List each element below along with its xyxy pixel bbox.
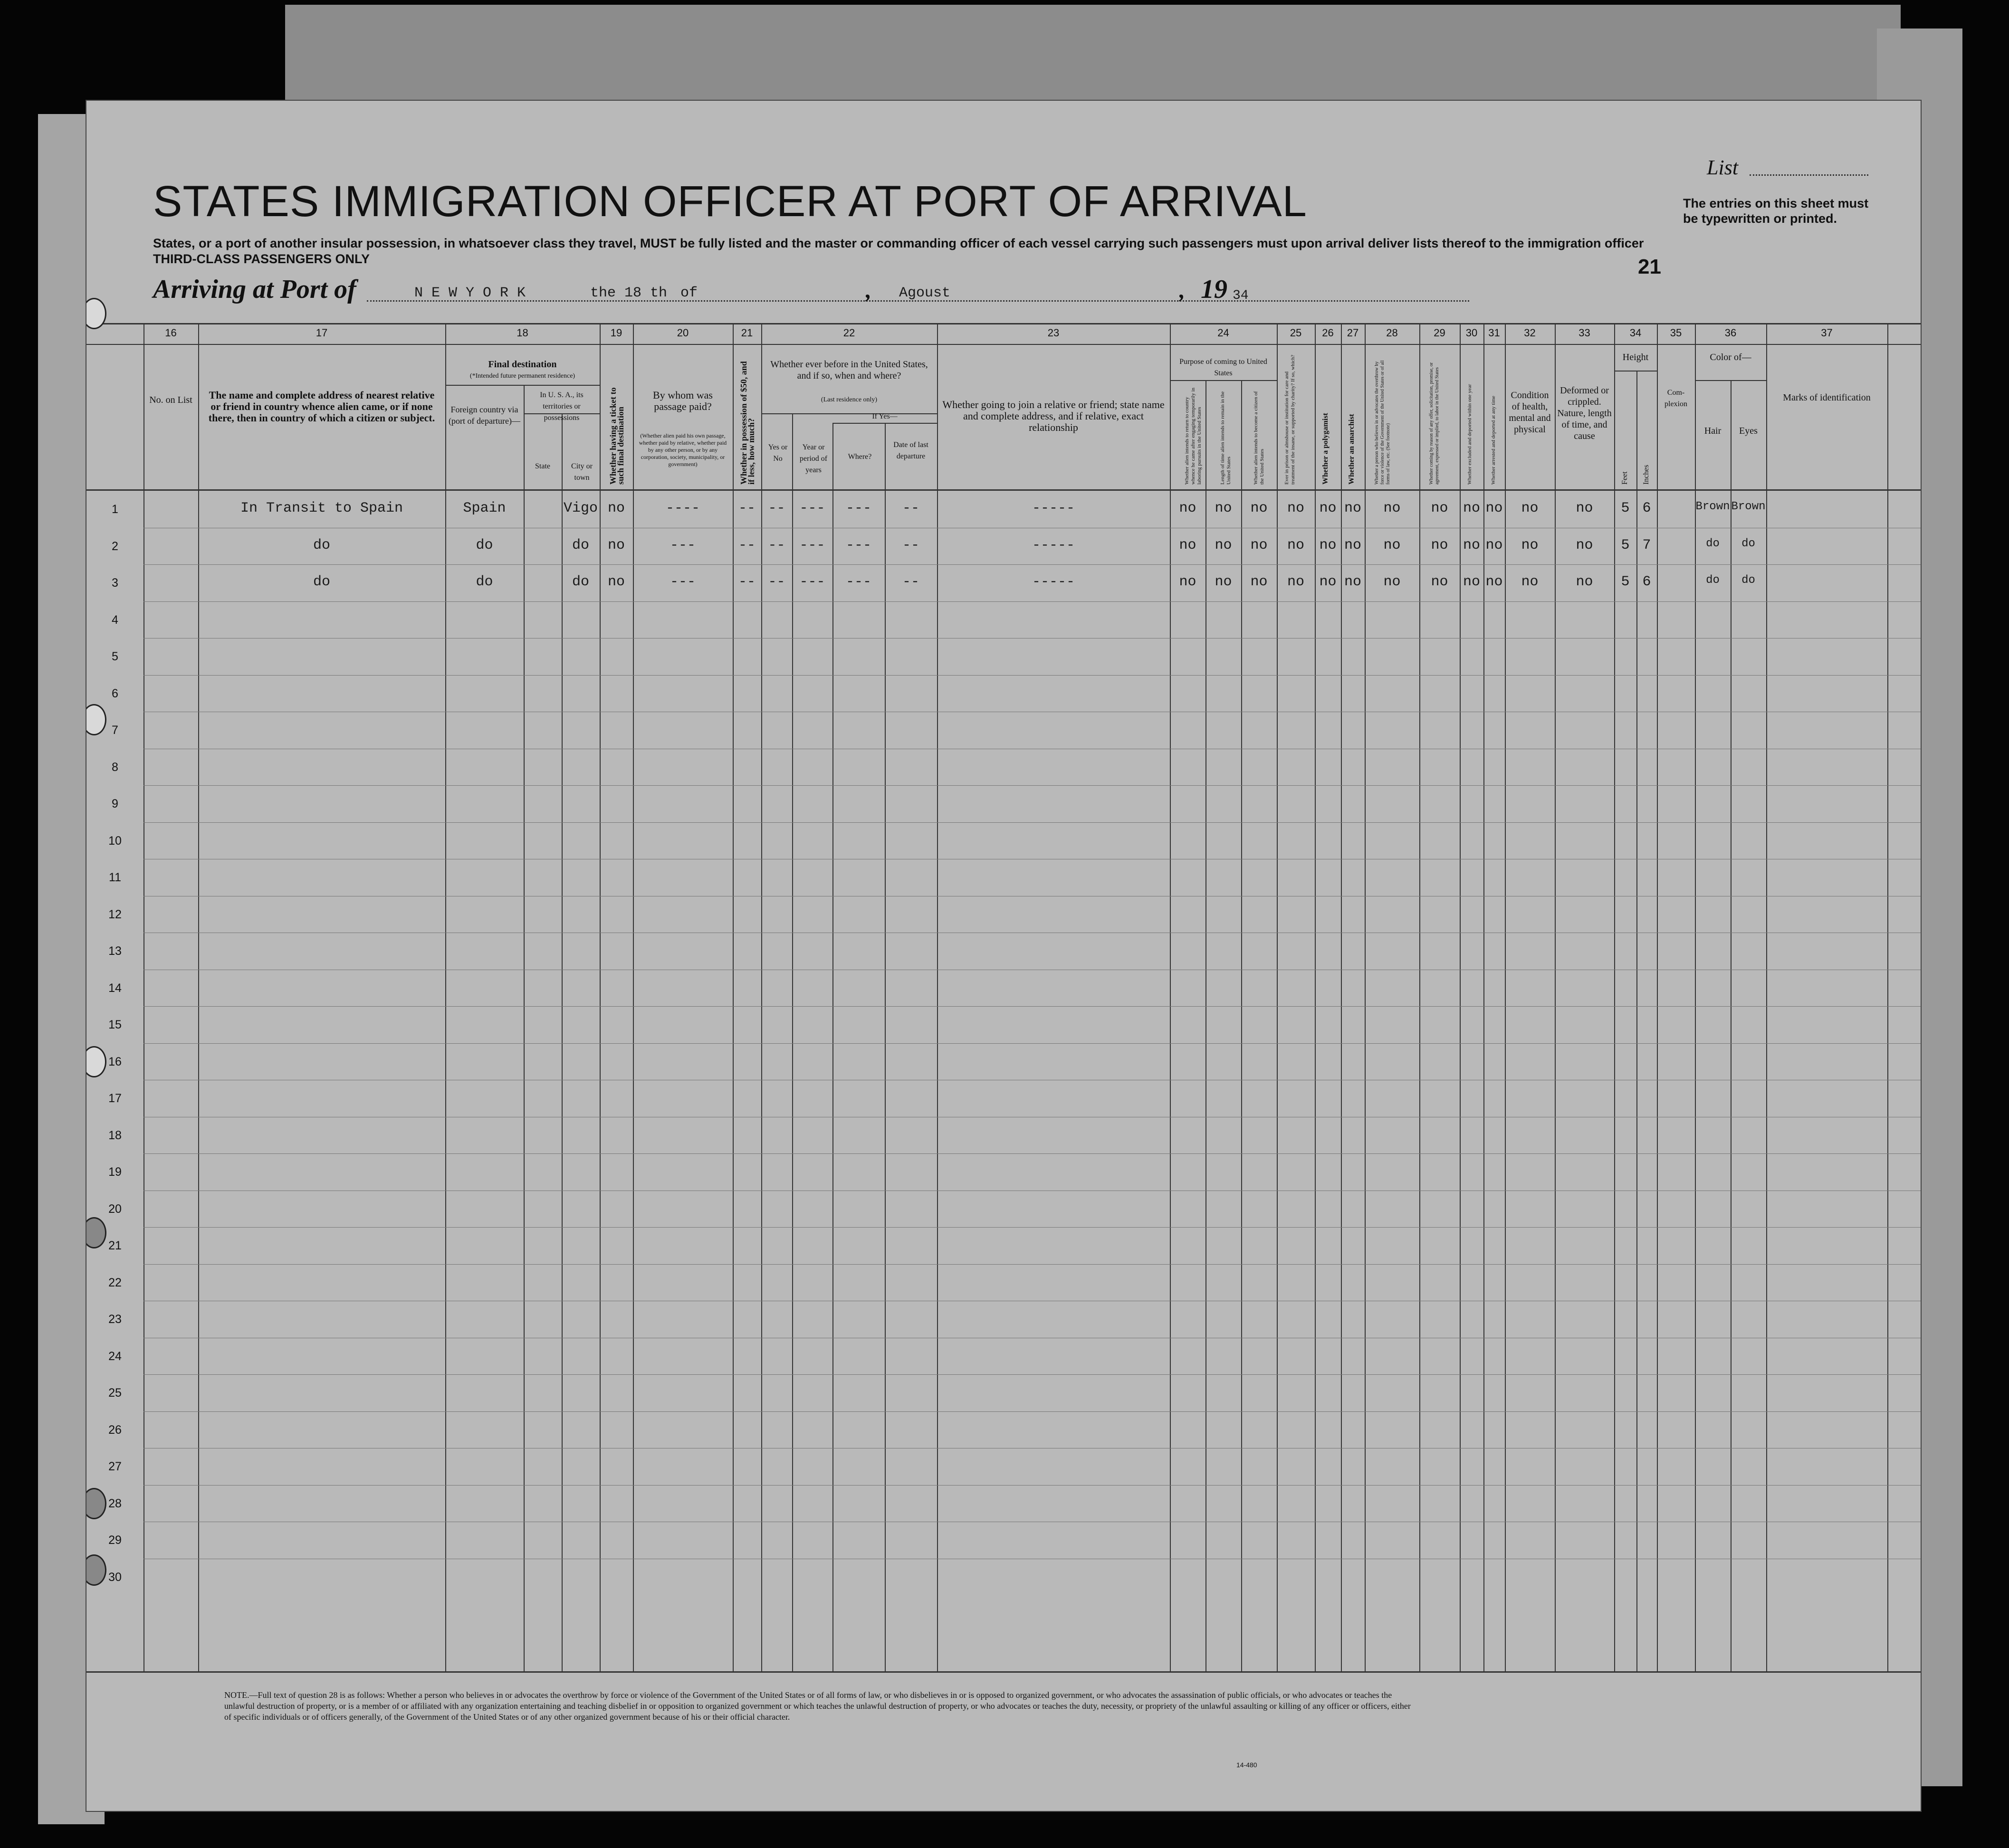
anarchist-cell: no	[1344, 537, 1361, 553]
col-border	[733, 323, 734, 1672]
where-cell: ---	[845, 537, 871, 553]
hdr-q31: Whether arrested and deported at any time	[1491, 396, 1496, 485]
year-prefix: 19	[1201, 275, 1227, 304]
colnum-border	[86, 344, 1921, 345]
join-relative-cell: -----	[1032, 574, 1075, 590]
col-border	[1460, 323, 1461, 1672]
col-border	[445, 323, 446, 1672]
q28-cell: no	[1383, 537, 1401, 553]
subhdr-line	[1695, 380, 1766, 381]
row-number: 17	[108, 1092, 122, 1105]
q29-cell: no	[1431, 574, 1448, 590]
colnum-20: 20	[677, 327, 689, 339]
hdr-polygamist: Whether a polygamist	[1321, 413, 1330, 485]
subhdr-line	[1614, 371, 1657, 372]
departure-date-cell: --	[902, 500, 919, 516]
hdr-final-destination: Final destination	[488, 359, 557, 370]
hdr-foreign-country: Foreign country via (port of departure)—	[449, 405, 520, 426]
q29-cell: no	[1431, 500, 1448, 516]
date-day: the 18 th	[590, 285, 668, 301]
hdr-health: Condition of health, mental and physical	[1509, 390, 1551, 435]
footnote: NOTE.—Full text of question 28 is as follows: Whether a person who believes in or advocates the overthrow by force or violence of the Government of the United States or of all forms of law, or who disbelieves in or is opposed to organized government, or who advocates the assassination of public officials, or who advocates or teaches the unlawful destruction of property, or is a member of or affiliated with any organization entertaining and teaching disbelief in or opposition to organized government or which teaches the unlawful destruction of property, or who advocates or teaches the duty, necessity, or propriety of the unlawful assaulting or killing of any officer or officers, either of specific individuals or of officers generally, of the Government of the United States or of any other organized government because of his or their official character.	[224, 1690, 1411, 1722]
q30-cell: no	[1463, 574, 1480, 590]
join-relative-cell: -----	[1032, 537, 1075, 553]
row-number: 16	[108, 1055, 122, 1068]
prison-cell: no	[1287, 537, 1304, 553]
row-number: 9	[112, 797, 118, 810]
row-number: 19	[108, 1165, 122, 1179]
hdr-q29: Whether coming by reason of any offer, solicitation, promise, or agreement, expressed or implied, to labor in the United States	[1429, 362, 1440, 485]
col-border	[1419, 323, 1420, 1672]
hair-cell: do	[1706, 537, 1720, 550]
polygamist-cell: no	[1319, 537, 1337, 553]
colnum-21: 21	[741, 327, 753, 339]
col-border	[1315, 323, 1316, 1672]
hdr-no-on-list: No. on List	[149, 395, 192, 405]
colnum-28: 28	[1386, 327, 1398, 339]
row-number: 3	[112, 576, 118, 590]
hdr-last-departure: Date of last departure	[893, 441, 928, 460]
col-border	[1555, 323, 1556, 1672]
table-bottom-border	[86, 1671, 1921, 1673]
col-border	[761, 323, 762, 1672]
manifest-table	[86, 323, 1921, 1672]
hdr-period: Year or period of years	[799, 443, 828, 474]
q30-cell: no	[1463, 500, 1480, 516]
purpose-a-cell: no	[1179, 500, 1196, 516]
polygamist-cell: no	[1319, 574, 1337, 590]
list-label: List	[1707, 156, 1739, 179]
hdr-final-destination-sub: (*Intended future permanent residence)	[469, 372, 575, 380]
col-border	[198, 323, 199, 1672]
city-cell: do	[572, 574, 589, 590]
sheet-number: 21	[1638, 255, 1661, 278]
hdr-if-yes: If Yes—	[872, 412, 898, 420]
purpose-c-cell: no	[1250, 537, 1268, 553]
row-number: 10	[108, 834, 122, 848]
polygamist-cell: no	[1319, 500, 1337, 516]
row-line	[144, 1006, 1921, 1007]
hdr-anarchist: Whether an anarchist	[1348, 414, 1356, 485]
date-of: of	[680, 285, 698, 301]
colnum-17: 17	[316, 327, 328, 339]
col-border	[1277, 323, 1278, 1672]
colnum-25: 25	[1290, 327, 1302, 339]
row-number: 6	[112, 686, 118, 700]
eyes-cell: Brown	[1731, 500, 1766, 513]
hdr-passage-paid: By whom was passage paid?	[653, 389, 713, 412]
deformed-cell: no	[1576, 537, 1593, 553]
row-number: 14	[108, 981, 122, 995]
row-number: 27	[108, 1460, 122, 1473]
join-relative-cell: -----	[1032, 500, 1075, 516]
col-border	[1483, 323, 1484, 1672]
ticket-cell: no	[607, 500, 625, 516]
colnum-29: 29	[1434, 327, 1445, 339]
row-line	[144, 785, 1921, 786]
row-number: 15	[108, 1018, 122, 1031]
sheet-note: The entries on this sheet must be typewritten or printed.	[1683, 196, 1869, 226]
hdr-where: Where?	[848, 453, 872, 461]
q31-cell: no	[1485, 500, 1503, 516]
row-line	[144, 1411, 1921, 1412]
hdr-state: State	[535, 462, 550, 470]
subhdr-line	[445, 385, 600, 386]
class-line: THIRD-CLASS PASSENGERS ONLY	[153, 252, 370, 266]
passage-paid-cell: ---	[670, 537, 696, 553]
health-cell: no	[1521, 537, 1539, 553]
row-number: 1	[112, 503, 118, 516]
hdr-inches: Inches	[1642, 465, 1650, 485]
instructions-line: States, or a port of another insular possession, in whatsoever class they travel, MUST be fully listed and the master or commanding officer of each vessel carrying such passengers must upon arrival deliver lists thereof to the immigration officer	[153, 236, 1644, 250]
subhdr-line	[1170, 380, 1277, 381]
hdr-q30: Whether excluded and deported within one year	[1467, 384, 1473, 485]
row-line	[144, 1374, 1921, 1375]
hair-cell: do	[1706, 574, 1720, 587]
row-number: 30	[108, 1570, 122, 1584]
passage-paid-cell: ---	[670, 574, 696, 590]
inches-cell: 6	[1642, 500, 1651, 516]
arriving-label: Arriving at Port of	[153, 275, 356, 304]
colnum-27: 27	[1347, 327, 1359, 339]
feet-cell: 5	[1621, 574, 1630, 590]
row-line	[144, 1043, 1921, 1044]
where-cell: ---	[845, 574, 871, 590]
col-border	[633, 323, 634, 1672]
departure-date-cell: --	[902, 574, 919, 590]
row-number: 22	[108, 1276, 122, 1289]
year-suffix: 34	[1233, 288, 1249, 303]
purpose-b-cell: no	[1215, 537, 1232, 553]
prison-cell: no	[1287, 500, 1304, 516]
row-number: 21	[108, 1239, 122, 1252]
been-before-cell: --	[768, 574, 785, 590]
hdr-eyes: Eyes	[1739, 426, 1758, 436]
col-border	[1695, 323, 1696, 1672]
hdr-in-usa: In U. S. A., its territories or possessions	[540, 391, 584, 422]
comma-1: ,	[866, 278, 871, 303]
row-number: 12	[108, 907, 122, 921]
anarchist-cell: no	[1344, 500, 1361, 516]
list-number-line	[1750, 174, 1868, 176]
hdr-q28: Whether a person who believes in or advocates the overthrow by force or violence of the Government of the United States or of all forms of law, etc. (See footnote)	[1374, 360, 1391, 485]
colnum-16: 16	[165, 327, 177, 339]
hdr-ever-before-sub: (Last residence only)	[821, 396, 878, 403]
been-before-cell: --	[768, 500, 785, 516]
city-cell: do	[572, 537, 589, 553]
money-cell: --	[738, 537, 756, 553]
row-line	[144, 1227, 1921, 1228]
hdr-deformed: Deformed or crippled. Nature, length of time, and cause	[1557, 385, 1612, 441]
feet-cell: 5	[1621, 500, 1630, 516]
colnum-32: 32	[1524, 327, 1536, 339]
row-number: 7	[112, 724, 118, 737]
purpose-a-cell: no	[1179, 537, 1196, 553]
row-line	[144, 1153, 1921, 1154]
period-cell: ---	[799, 537, 825, 553]
hdr-feet: Feet	[1621, 471, 1629, 485]
header-bottom-border	[86, 489, 1921, 491]
col-border	[1505, 323, 1506, 1672]
colnum-30: 30	[1465, 327, 1478, 339]
row-line	[144, 675, 1921, 676]
anarchist-cell: no	[1344, 574, 1361, 590]
col-border	[1657, 323, 1658, 1672]
q29-cell: no	[1431, 537, 1448, 553]
deformed-cell: no	[1576, 500, 1593, 516]
foreign-port-cell: Spain	[463, 500, 506, 516]
money-cell: --	[738, 500, 756, 516]
city-cell: Vigo	[563, 500, 598, 516]
col-border	[1614, 323, 1615, 1672]
hdr-yes-no: Yes or No	[768, 443, 788, 463]
purpose-a-cell: no	[1179, 574, 1196, 590]
hdr-money: Whether in possession of $50, and if less, how much?	[739, 361, 756, 485]
row-number: 2	[112, 539, 118, 553]
purpose-c-cell: no	[1250, 500, 1268, 516]
hair-cell: Brown	[1695, 500, 1730, 513]
row-line	[144, 601, 1921, 602]
manifest-sheet	[86, 100, 1922, 1812]
hdr-complexion: Com-plexion	[1665, 389, 1687, 408]
purpose-b-cell: no	[1215, 574, 1232, 590]
row-line	[144, 1485, 1921, 1486]
hdr-purpose: Purpose of coming to United States	[1179, 358, 1267, 377]
row-number: 11	[109, 871, 121, 884]
col-border	[937, 323, 938, 1672]
row-number: 24	[108, 1349, 122, 1363]
hdr-hair: Hair	[1704, 426, 1722, 436]
row-number: 4	[112, 613, 118, 627]
colnum-22: 22	[843, 327, 855, 339]
table-top-border	[86, 323, 1921, 324]
hdr-prison: Ever in prison or almshouse or institution for care and treatment of the insane, or supported by charity? If so, which?	[1284, 354, 1296, 485]
colnum-35: 35	[1670, 327, 1682, 339]
col-border	[1636, 371, 1637, 1672]
ticket-cell: no	[607, 574, 625, 590]
been-before-cell: --	[768, 537, 785, 553]
colnum-26: 26	[1322, 327, 1334, 339]
health-cell: no	[1521, 574, 1539, 590]
hdr-ever-before: Whether ever before in the United States, and if so, when and where?	[770, 359, 928, 381]
row-line	[144, 822, 1921, 823]
hdr-purpose-b: Length of time alien intends to remain in the United States	[1220, 391, 1232, 485]
colnum-36: 36	[1724, 327, 1737, 339]
q28-cell: no	[1383, 500, 1401, 516]
purpose-b-cell: no	[1215, 500, 1232, 516]
row-number: 25	[108, 1386, 122, 1400]
where-cell: ---	[845, 500, 871, 516]
prison-cell: no	[1287, 574, 1304, 590]
relative-cell: do	[313, 574, 330, 590]
inches-cell: 6	[1642, 574, 1651, 590]
hdr-city: City or town	[571, 462, 593, 482]
hdr-height: Height	[1622, 352, 1649, 362]
period-cell: ---	[799, 500, 825, 516]
departure-date-cell: --	[902, 537, 919, 553]
colnum-37: 37	[1821, 327, 1833, 339]
health-cell: no	[1521, 500, 1539, 516]
row-number: 18	[108, 1128, 122, 1142]
col-border	[1365, 323, 1366, 1672]
col-border	[1766, 323, 1767, 1672]
row-number: 13	[108, 944, 122, 958]
colnum-33: 33	[1578, 327, 1590, 339]
period-cell: ---	[799, 574, 825, 590]
col-border	[1341, 323, 1342, 1672]
subhdr-line	[832, 423, 937, 424]
hdr-relative: The name and complete address of nearest relative or friend in country whence alien came, or if none there, then in country of which a citizen or subject.	[208, 389, 435, 424]
hdr-passage-paid-sub: (Whether alien paid his own passage, whether paid by relative, whether paid by any other person, or by any corporation, society, municipality, or government)	[639, 432, 727, 467]
comma-2: ,	[1179, 278, 1185, 303]
row-number: 5	[112, 650, 118, 663]
port-name: N E W Y O R K	[414, 285, 526, 301]
row-number: 29	[108, 1534, 122, 1547]
money-cell: --	[738, 574, 756, 590]
row-line	[144, 564, 1921, 565]
col-border	[600, 323, 601, 1672]
row-line	[144, 1264, 1921, 1265]
eyes-cell: do	[1741, 537, 1755, 550]
row-number: 26	[108, 1423, 122, 1437]
colnum-34: 34	[1629, 327, 1642, 339]
feet-cell: 5	[1621, 537, 1630, 553]
row-number: 23	[108, 1313, 122, 1326]
foreign-port-cell: do	[476, 574, 493, 590]
colnum-18: 18	[517, 327, 528, 339]
hdr-color-of: Color of—	[1710, 352, 1751, 362]
ticket-cell: no	[607, 537, 625, 553]
relative-cell: do	[313, 537, 330, 553]
q30-cell: no	[1463, 537, 1480, 553]
relative-cell: In Transit to Spain	[240, 500, 403, 516]
passage-paid-cell: ----	[665, 500, 700, 516]
hdr-going-to-join: Whether going to join a relative or friend; state name and complete address, and if relative, exact relationship	[942, 399, 1165, 433]
eyes-cell: do	[1741, 574, 1755, 587]
col-border	[524, 385, 525, 1672]
colnum-19: 19	[610, 327, 622, 339]
col-border	[1887, 323, 1888, 1672]
row-number: 8	[112, 760, 118, 774]
row-number: 20	[108, 1202, 122, 1216]
deformed-cell: no	[1576, 574, 1593, 590]
q31-cell: no	[1485, 537, 1503, 553]
hdr-purpose-c: Whether alien intends to become a citizen of the United States	[1253, 391, 1265, 485]
colnum-31: 31	[1488, 327, 1500, 339]
date-month: Agoust	[899, 285, 951, 301]
hdr-ticket: Whether having a ticket to such final destination	[608, 387, 625, 485]
col-border	[1170, 323, 1171, 1672]
row-number: 28	[108, 1496, 122, 1510]
q31-cell: no	[1485, 574, 1503, 590]
purpose-c-cell: no	[1250, 574, 1268, 590]
page-title: STATES IMMIGRATION OFFICER AT PORT OF ARRIVAL	[153, 177, 1307, 226]
colnum-24: 24	[1217, 327, 1229, 339]
inches-cell: 7	[1642, 537, 1651, 553]
form-number: 14-480	[1236, 1761, 1257, 1769]
foreign-port-cell: do	[476, 537, 493, 553]
colnum-23: 23	[1047, 327, 1060, 339]
q28-cell: no	[1383, 574, 1401, 590]
hdr-purpose-a: Whether alien intends to return to country whence he came after engaging temporarily in laboring pursuits in the United States	[1184, 387, 1202, 485]
hdr-marks: Marks of identification	[1783, 392, 1871, 403]
